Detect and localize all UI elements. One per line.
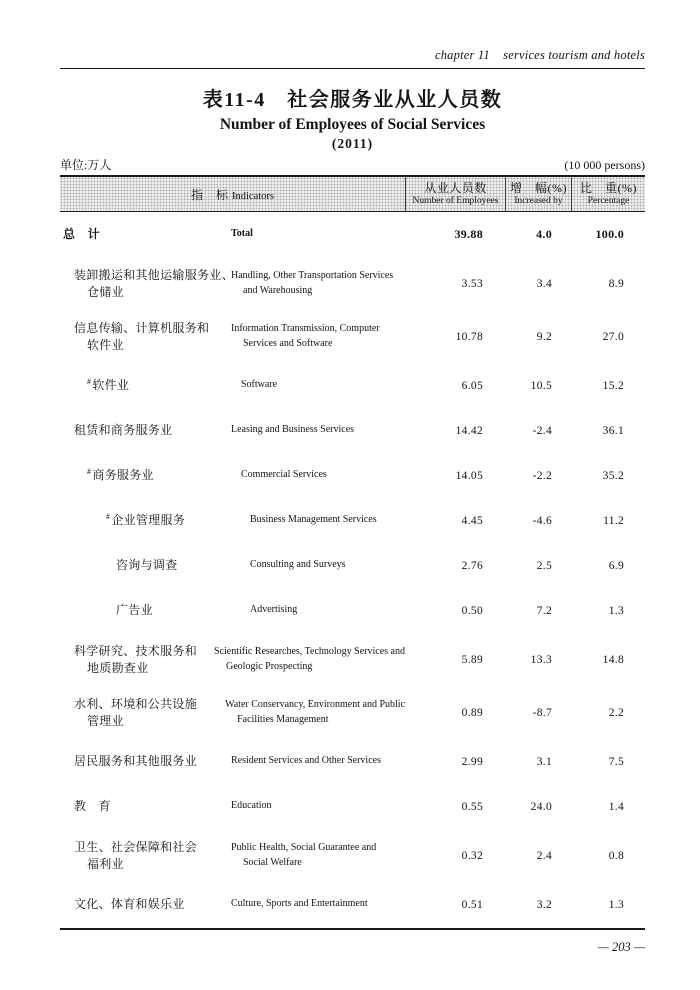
indicator-zh-cont: 仓储业: [87, 284, 124, 299]
value-employees: 14.05: [455, 469, 483, 482]
value-increase: 3.2: [536, 898, 552, 911]
indicator-en: Water Conservancy, Environment and Public: [225, 699, 405, 710]
indicator-en: Advertising: [250, 604, 298, 616]
of-which-marker: #: [87, 467, 92, 476]
value-increase: 24.0: [530, 800, 552, 813]
value-increase: 2.5: [536, 559, 552, 572]
value-employees: 0.89: [461, 706, 483, 719]
value-percentage: 1.3: [608, 898, 624, 911]
value-increase: 2.4: [536, 849, 552, 862]
indicator-en: Leasing and Business Services: [231, 424, 355, 436]
table-row: [60, 784, 645, 829]
indicator-en-cont: Services and Software: [243, 337, 333, 349]
indicator-zh: 租赁和商务服务业: [74, 423, 173, 437]
value-employees: 6.05: [461, 379, 483, 392]
value-increase: 7.2: [536, 604, 552, 617]
indicator-zh: #企业管理服务: [106, 512, 186, 527]
unit-label-zh: 单位:万人: [60, 158, 112, 172]
indicator-en-cont: Geologic Prospecting: [226, 660, 313, 672]
indicator-zh-cont: 福利业: [87, 856, 124, 871]
table-row: [60, 588, 645, 633]
of-which-marker: #: [87, 377, 92, 386]
data-table: [60, 175, 645, 927]
indicator-zh: 文化、体育和娱乐业: [74, 897, 185, 911]
table-row: [60, 686, 645, 739]
value-employees: 0.50: [461, 604, 483, 617]
value-percentage: 100.0: [595, 227, 624, 241]
col-header-indicators-en: Indicators: [232, 190, 274, 202]
value-increase: 9.2: [536, 330, 552, 343]
col-header-indicators-zh: 指 标: [190, 187, 229, 202]
indicator-en: Culture, Sports and Entertainment: [231, 898, 368, 910]
indicator-zh: 总 计: [63, 227, 100, 241]
table-row: [60, 408, 645, 453]
indicator-zh: 水利、环境和公共设施: [74, 696, 198, 711]
running-header: chapter 11 services tourism and hotels: [60, 48, 645, 69]
table-row: [60, 310, 645, 363]
indicator-en: Business Management Services: [250, 514, 377, 526]
table-body: [60, 212, 645, 927]
indicator-en-cont: Social Welfare: [243, 856, 302, 868]
page-number: — 203 —: [597, 940, 645, 954]
indicator-en: Public Health, Social Guarantee and: [231, 842, 377, 853]
value-percentage: 6.9: [608, 559, 624, 572]
indicator-en: Total: [231, 228, 253, 240]
value-increase: 10.5: [530, 379, 552, 392]
indicator-en: Education: [231, 800, 272, 812]
value-increase: 3.1: [536, 755, 552, 768]
unit-label-en: (10 000 persons): [564, 158, 645, 172]
indicator-en-cont: Facilities Management: [237, 713, 329, 725]
page-title-year: (2011): [331, 136, 374, 151]
indicator-zh-cont: 地质勘查业: [87, 660, 149, 675]
value-employees: 2.76: [461, 559, 483, 572]
value-percentage: 7.5: [608, 755, 624, 768]
indicator-zh: #软件业: [87, 377, 130, 392]
value-increase: 4.0: [536, 227, 552, 241]
table-row: [60, 829, 645, 882]
table-row: [60, 363, 645, 408]
value-employees: 0.51: [461, 898, 483, 911]
value-percentage: 35.2: [602, 469, 624, 482]
value-percentage: 1.4: [608, 800, 624, 813]
table-row: [60, 633, 645, 686]
value-employees: 3.53: [461, 277, 483, 290]
value-employees: 39.88: [454, 227, 483, 241]
value-employees: 14.42: [455, 424, 483, 437]
value-increase: -4.6: [532, 514, 552, 527]
value-percentage: 36.1: [602, 424, 624, 437]
indicator-zh: 居民服务和其他服务业: [74, 754, 198, 768]
value-percentage: 11.2: [603, 514, 624, 527]
indicator-zh: 卫生、社会保障和社会: [74, 839, 198, 854]
table-row: [60, 498, 645, 543]
page-title-zh: 表11-4 社会服务业从业人员数: [202, 89, 503, 111]
value-increase: -2.4: [532, 424, 552, 437]
indicator-en: Consulting and Surveys: [250, 559, 346, 571]
indicator-en: Software: [241, 379, 278, 391]
indicator-zh: 咨询与调查: [116, 558, 178, 572]
indicator-zh: 广告业: [116, 603, 153, 617]
table-header-row: [60, 177, 645, 212]
indicator-zh-cont: 管理业: [87, 713, 124, 728]
indicator-en: Information Transmission, Computer: [231, 323, 380, 334]
value-percentage: 15.2: [602, 379, 624, 392]
of-which-marker: #: [106, 512, 111, 521]
indicator-en-cont: and Warehousing: [243, 284, 313, 296]
value-employees: 10.78: [455, 330, 483, 343]
value-employees: 0.55: [461, 800, 483, 813]
value-percentage: 8.9: [608, 277, 624, 290]
value-percentage: 14.8: [602, 653, 624, 666]
value-employees: 4.45: [461, 514, 483, 527]
value-employees: 2.99: [461, 755, 483, 768]
table-row-total: [60, 212, 645, 257]
value-percentage: 2.2: [608, 706, 624, 719]
value-increase: -8.7: [532, 706, 552, 719]
indicator-en: Resident Services and Other Services: [231, 755, 381, 767]
value-employees: 5.89: [461, 653, 483, 666]
indicator-en: Handling, Other Transportation Services: [231, 270, 394, 281]
value-increase: -2.2: [532, 469, 552, 482]
value-percentage: 27.0: [602, 330, 624, 343]
value-increase: 13.3: [530, 653, 552, 666]
value-increase: 3.4: [536, 277, 552, 290]
table-row: [60, 739, 645, 784]
col-header-percentage: 比 重(%) Percentage: [571, 177, 645, 211]
table-row: [60, 543, 645, 588]
col-header-employees: 从业人员数 Number of Employees: [405, 177, 505, 211]
col-header-indicators: [60, 177, 405, 211]
table-row: [60, 257, 645, 310]
indicator-zh: 装卸搬运和其他运输服务业、: [74, 267, 234, 282]
indicator-zh: 信息传输、计算机服务和: [74, 320, 210, 335]
page-title-en: Number of Employees of Social Services: [219, 116, 486, 133]
indicator-zh: 教 育: [74, 799, 111, 813]
table-row: [60, 453, 645, 498]
value-percentage: 1.3: [608, 604, 624, 617]
value-employees: 0.32: [461, 849, 483, 862]
col-header-increase: 增 幅(%) Increased by: [505, 177, 571, 211]
indicator-zh: #商务服务业: [87, 467, 154, 482]
table-row: [60, 882, 645, 927]
table-bottom-rule: [60, 928, 645, 930]
indicator-en: Commercial Services: [241, 469, 327, 481]
indicator-zh-cont: 软件业: [87, 337, 124, 352]
indicator-en: Scientific Researches, Technology Services and: [214, 646, 405, 657]
units-row: [60, 158, 645, 175]
indicator-zh: 科学研究、技术服务和: [74, 643, 198, 658]
value-percentage: 0.8: [608, 849, 624, 862]
